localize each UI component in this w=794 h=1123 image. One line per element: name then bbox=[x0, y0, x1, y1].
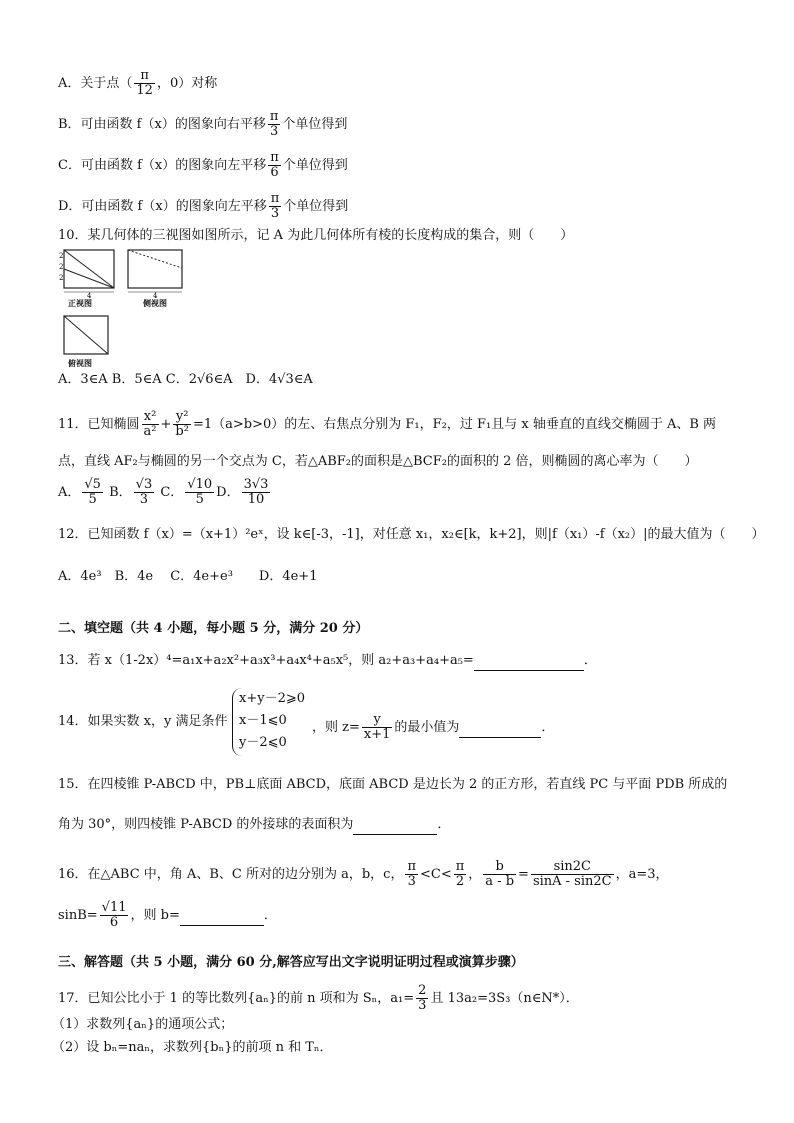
constraint-system bbox=[232, 688, 305, 756]
constraint: x+y－2⩾0 bbox=[239, 691, 306, 706]
q11-stem-line1: 11．已知椭圆 $\frac{\text{x²}}{\text{a²}}$ + $\frac{\text{y²}}{\text{b²}}$ =1（a>b>0）的左、右焦点分别为 F₁，F₂，过 F₁且与 x 轴垂直的直线交椭圆于 A、B 两 bbox=[58, 409, 717, 439]
q17-part1: （1）求数列{aₙ}的通项公式； bbox=[52, 1017, 234, 1032]
fraction: $\frac{√5}{5}$ bbox=[84, 477, 101, 507]
q12-stem: 12．已知函数 f（x）=（x+1）²eˣ，设 k∈[-3，-1]，对任意 x₁，x₂∈[k，k+2]，则|f（x₁）-f（x₂）|的最大值为（ ） bbox=[58, 527, 765, 542]
q9-option-c: C．可由函数 f（x）的图象向左平移 $\frac{\pi}{6}$ 个单位得到 bbox=[58, 150, 348, 180]
q14-tail: ，则 z= $\frac{y}{x+1}$ 的最小值为 ． bbox=[312, 712, 555, 742]
side-view-figure bbox=[120, 248, 186, 298]
q10-choices: A．3∈A B．5∈A C．2√6∈A D．4√3∈A bbox=[58, 372, 313, 387]
q11-stem-line2: 点，直线 AF₂与椭圆的另一个交点为 C，若△ABF₂的面积是△BCF₂的面积的 2 倍，则椭圆的离心率为（ ） bbox=[58, 454, 698, 469]
constraint: y－2⩽0 bbox=[239, 735, 287, 750]
fraction: $\frac{2}{3}$ bbox=[418, 983, 427, 1013]
q9-option-a: A．关于点（ $\frac{\pi}{12}$ ，0）对称 bbox=[58, 68, 218, 98]
top-view-caption: 俯视图 bbox=[68, 359, 92, 368]
fraction: $\frac{\pi}{6}$ bbox=[270, 150, 279, 180]
front-view-figure bbox=[58, 248, 118, 298]
fraction: $\frac{\sin 2C}{\sin A - \sin 2C}$ bbox=[532, 859, 612, 889]
q16-line2: sinB= $\frac{√11}{6}$ ，则 b= ． bbox=[58, 900, 277, 930]
fraction: $\frac{\pi}{3}$ bbox=[269, 109, 279, 139]
fraction: $\frac{b}{a - b}$ bbox=[485, 859, 515, 889]
section-3-heading: 三、解答题（共 5 小题，满分 60 分,解答应写出文字说明证明过程或演算步骤） bbox=[58, 955, 524, 970]
fraction: $\frac{√3}{3}$ bbox=[135, 477, 153, 507]
side-view-caption: 侧视图 bbox=[143, 299, 167, 308]
fraction: $\frac{√10}{5}$ bbox=[187, 477, 213, 507]
answer-blank bbox=[459, 719, 541, 738]
q15-line2: 角为 30°，则四棱锥 P-ABCD 的外接球的表面积为 ． bbox=[58, 816, 450, 835]
q16-line1: 16．在△ABC 中，角 A、B、C 所对的边分别为 a，b，c， $\frac{\pi}{3}$ <C< $\frac{\pi}{2}$ ， $\frac{b}{a - b}$ = $\frac{\sin 2C}{\sin A - \sin 2C}$ ，a=3， bbox=[58, 859, 669, 889]
q10-stem: 10．某几何体的三视图如图所示，记 A 为此几何体所有棱的长度构成的集合，则（ ） bbox=[58, 228, 574, 243]
fraction: $\frac{y}{x+1}$ bbox=[363, 712, 391, 742]
q17-stem: 17．已知公比小于 1 的等比数列{aₙ}的前 n 项和为 Sₙ，a₁= $\frac{2}{3}$ 且 13a₂=3S₃（n∈N*）． bbox=[58, 983, 579, 1013]
fraction: $\frac{\pi}{3}$ bbox=[407, 859, 416, 889]
front-label: 2 bbox=[59, 252, 64, 260]
top-view-figure bbox=[62, 314, 110, 356]
q12-choices: A．4e³ B．4e C．4e+e³ D．4e+1 bbox=[58, 569, 318, 584]
q15-line1: 15．在四棱锥 P-ABCD 中，PB⊥底面 ABCD，底面 ABCD 是边长为 2 的正方形，若直线 PC 与平面 PDB 所成的 bbox=[58, 777, 728, 792]
fraction: $\frac{\text{x²}}{\text{a²}}$ bbox=[143, 409, 157, 439]
fraction: $\frac{\text{y²}}{\text{b²}}$ bbox=[175, 409, 189, 439]
fraction: $\frac{3√3}{10}$ bbox=[243, 477, 269, 507]
section-2-heading: 二、填空题（共 4 小题，每小题 5 分，满分 20 分） bbox=[58, 621, 369, 636]
q11-choices: A． $\frac{√5}{5}$ B． $\frac{√3}{3}$ C． $\frac{√10}{5}$ D． $\frac{3√3}{10}$ bbox=[58, 477, 269, 507]
front-view-caption: 正视图 bbox=[68, 299, 92, 308]
front-label: 2 bbox=[59, 263, 64, 271]
q9-option-b: B．可由函数 f（x）的图象向右平移 $\frac{\pi}{3}$ 个单位得到 bbox=[58, 109, 348, 139]
q14-stem: 14．如果实数 x，y 满足条件 bbox=[58, 714, 228, 729]
answer-blank bbox=[180, 907, 264, 926]
q17-part2: （2）设 bₙ=naₙ，求数列{bₙ}的前项 n 和 Tₙ． bbox=[52, 1040, 333, 1055]
answer-blank bbox=[353, 816, 437, 835]
q13-stem: 13．若 x（1-2x）⁴=a₁x+a₂x²+a₃x³+a₄x⁴+a₅x⁵，则 a₂+a₃+a₄+a₅= ． bbox=[58, 652, 597, 671]
front-label: 2 bbox=[59, 274, 64, 282]
fraction: $\frac{\pi}{12}$ bbox=[136, 68, 153, 98]
fraction: $\frac{√11}{6}$ bbox=[101, 900, 127, 930]
fraction: $\frac{\pi}{2}$ bbox=[455, 859, 465, 889]
fraction: $\frac{\pi}{3}$ bbox=[270, 191, 280, 221]
answer-blank bbox=[474, 652, 584, 671]
q9-option-d: D．可由函数 f（x）的图象向左平移 $\frac{\pi}{3}$ 个单位得到 bbox=[58, 191, 349, 221]
side-label: 4 bbox=[153, 292, 158, 298]
constraint: x－1⩽0 bbox=[239, 713, 287, 728]
front-label: 4 bbox=[87, 292, 92, 298]
